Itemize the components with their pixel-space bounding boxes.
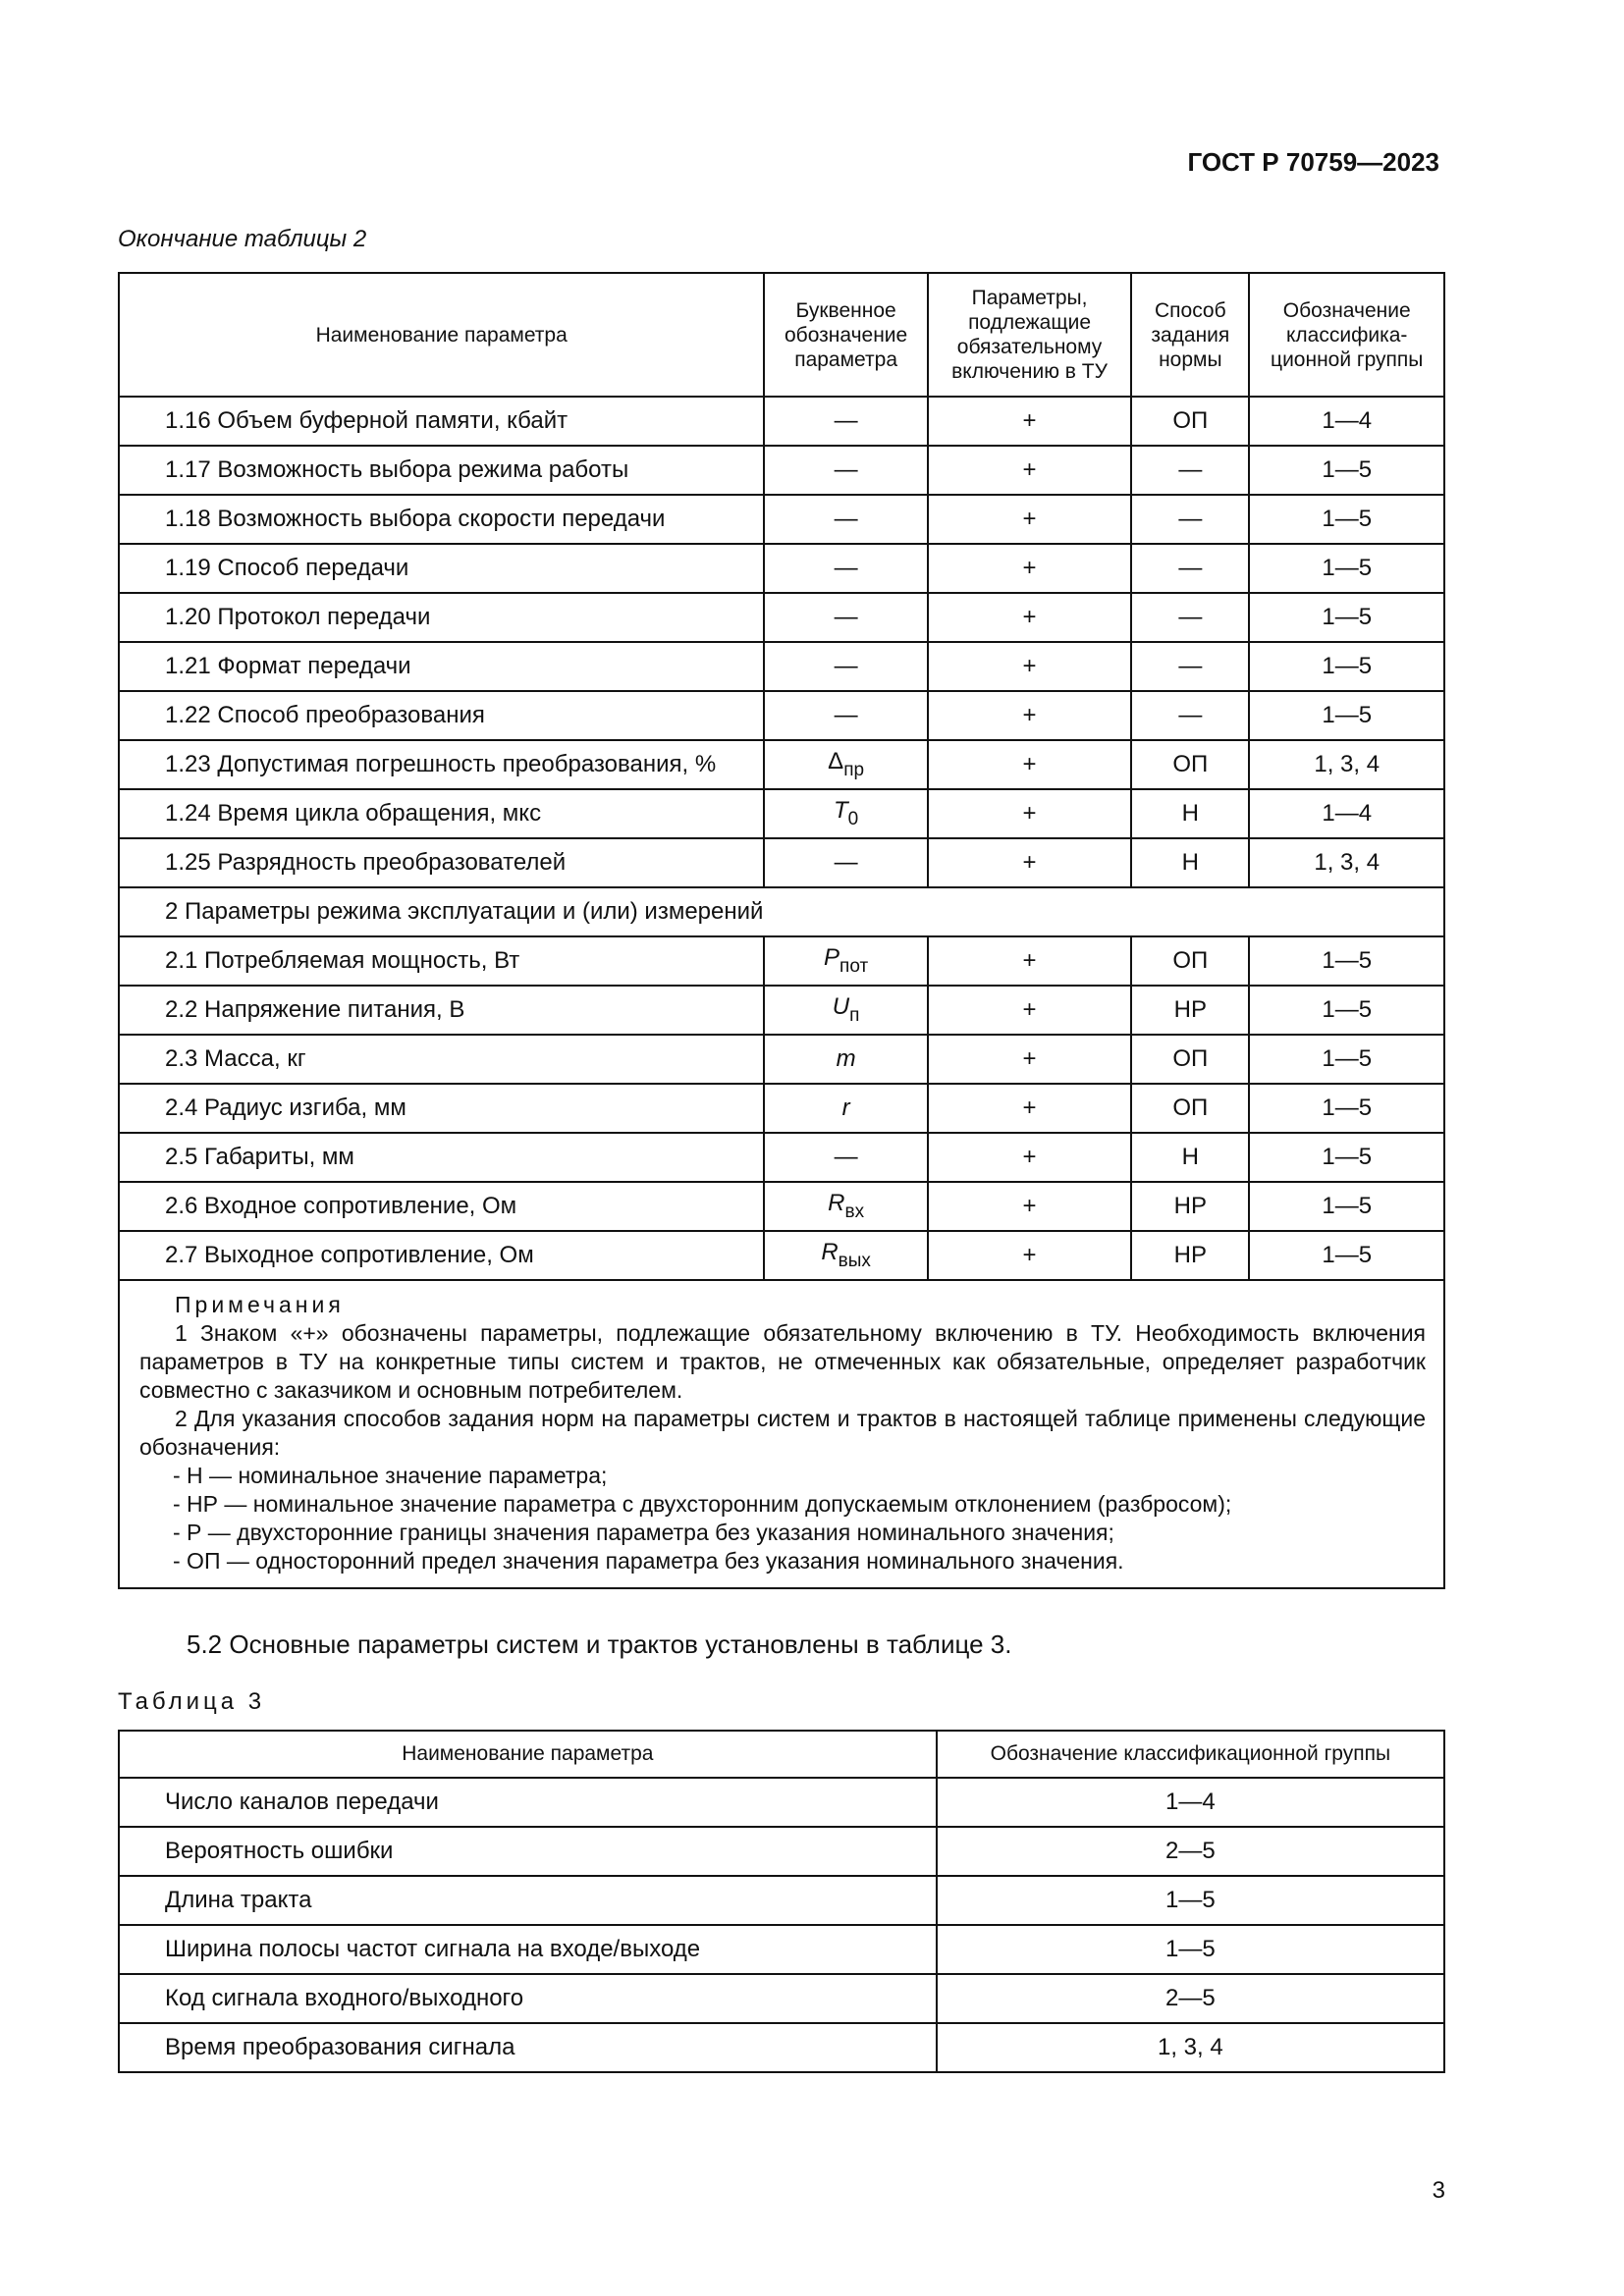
- param-symbol: —: [764, 544, 928, 593]
- notes-title: Примечания: [175, 1292, 345, 1317]
- table-row: [119, 789, 1444, 838]
- notes-row: [119, 1280, 1444, 1588]
- table-row: [119, 936, 1444, 986]
- table-row: [119, 1778, 1444, 1827]
- param-group: 1, 3, 4: [937, 2023, 1444, 2072]
- param-group: 1—5: [1249, 936, 1444, 986]
- table-row: [119, 1035, 1444, 1084]
- param-name: Время преобразования сигнала: [119, 2023, 937, 2072]
- param-method: —: [1131, 593, 1249, 642]
- table-row: [119, 1827, 1444, 1876]
- param-name: 2.7 Выходное сопротивление, Ом: [119, 1231, 764, 1280]
- param-method: Н: [1131, 1133, 1249, 1182]
- param-symbol: —: [764, 1133, 928, 1182]
- param-group: 1—5: [1249, 691, 1444, 740]
- param-symbol: [764, 1231, 928, 1280]
- table-3: [118, 1730, 1445, 2073]
- document-code: ГОСТ Р 70759—2023: [1187, 147, 1439, 177]
- param-group: 1—5: [1249, 1231, 1444, 1280]
- table3-caption: Таблица 3: [118, 1688, 266, 1715]
- param-group: 1—4: [1249, 397, 1444, 446]
- param-method: —: [1131, 544, 1249, 593]
- param-method: НР: [1131, 1231, 1249, 1280]
- param-method: ОП: [1131, 1084, 1249, 1133]
- param-symbol: —: [764, 495, 928, 544]
- param-method: НР: [1131, 1182, 1249, 1231]
- param-group: 1—4: [937, 1778, 1444, 1827]
- column-header: Параметры, подлежащие обязательному включению в ТУ: [928, 273, 1131, 397]
- table-row: [119, 986, 1444, 1035]
- param-symbol: [764, 740, 928, 789]
- symbol-main: R: [828, 1190, 845, 1216]
- param-group: 1—5: [937, 1925, 1444, 1974]
- symbol-subscript: вх: [844, 1201, 865, 1222]
- param-name: 1.16 Объем буферной памяти, кбайт: [119, 397, 764, 446]
- table-row: [119, 1925, 1444, 1974]
- param-symbol: [764, 1182, 928, 1231]
- param-required: +: [928, 691, 1131, 740]
- param-group: 1—5: [1249, 642, 1444, 691]
- param-method: —: [1131, 642, 1249, 691]
- table-row: [119, 397, 1444, 446]
- param-name: 1.18 Возможность выбора скорости передачи: [119, 495, 764, 544]
- column-header: Способ задания нормы: [1131, 273, 1249, 397]
- table-row: [119, 642, 1444, 691]
- param-method: Н: [1131, 838, 1249, 887]
- table-row: [119, 1084, 1444, 1133]
- page-number: 3: [1432, 2177, 1445, 2204]
- table-row: [119, 495, 1444, 544]
- param-required: +: [928, 1035, 1131, 1084]
- param-method: НР: [1131, 986, 1249, 1035]
- param-method: —: [1131, 446, 1249, 495]
- param-required: +: [928, 789, 1131, 838]
- param-group: 1—5: [937, 1876, 1444, 1925]
- column-header: Обозначение классифика-ционной группы: [1249, 273, 1444, 397]
- note-1: 1 Знаком «+» обозначены параметры, подлежащие обязательному включению в ТУ. Необходимость включения параметров в ТУ на конкретные типы систем и трактов, не отмеченных как обязательные, определяет разработчик совместно с заказчиком и основным потребителем.: [139, 1320, 1426, 1403]
- param-group: 1—5: [1249, 1084, 1444, 1133]
- param-group: 1—5: [1249, 1182, 1444, 1231]
- param-required: +: [928, 838, 1131, 887]
- param-name: Вероятность ошибки: [119, 1827, 937, 1876]
- table2-header-row: [119, 273, 1444, 397]
- symbol-main: P: [824, 944, 840, 971]
- param-group: 2—5: [937, 1827, 1444, 1876]
- param-method: —: [1131, 691, 1249, 740]
- param-name: Длина тракта: [119, 1876, 937, 1925]
- param-name: 1.24 Время цикла обращения, мкс: [119, 789, 764, 838]
- table-row: [119, 446, 1444, 495]
- param-required: +: [928, 740, 1131, 789]
- param-symbol: —: [764, 446, 928, 495]
- table-row: [119, 1876, 1444, 1925]
- column-header: Наименование параметра: [119, 1731, 937, 1778]
- table-row: [119, 1974, 1444, 2023]
- param-name: 1.17 Возможность выбора режима работы: [119, 446, 764, 495]
- param-group: 2—5: [937, 1974, 1444, 2023]
- param-required: +: [928, 1133, 1131, 1182]
- table-row: [119, 1133, 1444, 1182]
- param-group: 1, 3, 4: [1249, 838, 1444, 887]
- param-symbol: —: [764, 593, 928, 642]
- table-notes: [119, 1280, 1444, 1588]
- note-item: - Н — номинальное значение параметра;: [173, 1463, 608, 1488]
- section-title: 2 Параметры режима эксплуатации и (или) измерений: [119, 887, 1444, 936]
- note-item: - ОП — односторонний предел значения параметра без указания номинального значения.: [173, 1548, 1124, 1574]
- param-group: 1—5: [1249, 1133, 1444, 1182]
- param-name: 1.19 Способ передачи: [119, 544, 764, 593]
- param-group: 1—5: [1249, 1035, 1444, 1084]
- symbol-subscript: пот: [839, 956, 869, 977]
- param-symbol: —: [764, 642, 928, 691]
- table-row: [119, 2023, 1444, 2072]
- param-name: 1.22 Способ преобразования: [119, 691, 764, 740]
- table-2: [118, 272, 1445, 1589]
- param-name: 2.3 Масса, кг: [119, 1035, 764, 1084]
- param-group: 1—5: [1249, 446, 1444, 495]
- param-symbol: [764, 1084, 928, 1133]
- note-2: 2 Для указания способов задания норм на параметры систем и трактов в настоящей таблице применены следующие обозначения:: [139, 1406, 1426, 1460]
- table-row: [119, 593, 1444, 642]
- param-required: +: [928, 593, 1131, 642]
- param-name: 1.21 Формат передачи: [119, 642, 764, 691]
- symbol-subscript: пр: [843, 760, 865, 780]
- param-required: +: [928, 1182, 1131, 1231]
- param-method: ОП: [1131, 397, 1249, 446]
- symbol-subscript: 0: [847, 809, 859, 829]
- symbol-subscript: п: [849, 1005, 860, 1026]
- param-name: 2.4 Радиус изгиба, мм: [119, 1084, 764, 1133]
- param-group: 1, 3, 4: [1249, 740, 1444, 789]
- param-symbol: [764, 986, 928, 1035]
- param-name: 1.25 Разрядность преобразователей: [119, 838, 764, 887]
- param-group: 1—5: [1249, 544, 1444, 593]
- param-symbol: [764, 1035, 928, 1084]
- table-row: [119, 1231, 1444, 1280]
- param-name: 2.6 Входное сопротивление, Ом: [119, 1182, 764, 1231]
- param-name: Число каналов передачи: [119, 1778, 937, 1827]
- param-required: +: [928, 446, 1131, 495]
- param-name: 2.2 Напряжение питания, В: [119, 986, 764, 1035]
- section-row: [119, 887, 1444, 936]
- symbol-main: T: [833, 797, 848, 824]
- param-symbol: —: [764, 691, 928, 740]
- table-row: [119, 838, 1444, 887]
- symbol-main: m: [836, 1045, 856, 1072]
- symbol-main: U: [832, 993, 850, 1020]
- param-symbol: [764, 936, 928, 986]
- table-row: [119, 1182, 1444, 1231]
- table3-header-row: [119, 1731, 1444, 1778]
- column-header: Наименование параметра: [119, 273, 764, 397]
- note-item: - НР — номинальное значение параметра с двухсторонним допускаемым отклонением (разбросом);: [173, 1491, 1232, 1517]
- param-method: ОП: [1131, 740, 1249, 789]
- param-group: 1—5: [1249, 986, 1444, 1035]
- table-row: [119, 544, 1444, 593]
- symbol-main: R: [821, 1239, 839, 1265]
- table-row: [119, 740, 1444, 789]
- param-symbol: [764, 789, 928, 838]
- param-group: 1—4: [1249, 789, 1444, 838]
- param-required: +: [928, 1231, 1131, 1280]
- param-method: ОП: [1131, 936, 1249, 986]
- column-header: Буквенное обозначение параметра: [764, 273, 928, 397]
- param-required: +: [928, 986, 1131, 1035]
- param-group: 1—5: [1249, 593, 1444, 642]
- param-method: ОП: [1131, 1035, 1249, 1084]
- param-symbol: —: [764, 397, 928, 446]
- note-item: - Р — двухсторонние границы значения параметра без указания номинального значения;: [173, 1520, 1114, 1545]
- param-required: +: [928, 544, 1131, 593]
- param-method: Н: [1131, 789, 1249, 838]
- param-required: +: [928, 1084, 1131, 1133]
- paragraph-5-2: 5.2 Основные параметры систем и трактов установлены в таблице 3.: [187, 1629, 1012, 1659]
- symbol-main: Δ: [828, 748, 844, 774]
- symbol-subscript: вых: [838, 1251, 871, 1271]
- param-required: +: [928, 495, 1131, 544]
- symbol-main: r: [841, 1095, 850, 1121]
- table-row: [119, 691, 1444, 740]
- param-required: +: [928, 397, 1131, 446]
- param-required: +: [928, 642, 1131, 691]
- param-name: 2.5 Габариты, мм: [119, 1133, 764, 1182]
- param-group: 1—5: [1249, 495, 1444, 544]
- param-symbol: —: [764, 838, 928, 887]
- param-name: Ширина полосы частот сигнала на входе/выходе: [119, 1925, 937, 1974]
- param-name: 1.23 Допустимая погрешность преобразования, %: [119, 740, 764, 789]
- param-name: 1.20 Протокол передачи: [119, 593, 764, 642]
- param-name: 2.1 Потребляемая мощность, Вт: [119, 936, 764, 986]
- param-name: Код сигнала входного/выходного: [119, 1974, 937, 2023]
- table2-caption: Окончание таблицы 2: [118, 226, 367, 252]
- param-method: —: [1131, 495, 1249, 544]
- column-header: Обозначение классификационной группы: [937, 1731, 1444, 1778]
- param-required: +: [928, 936, 1131, 986]
